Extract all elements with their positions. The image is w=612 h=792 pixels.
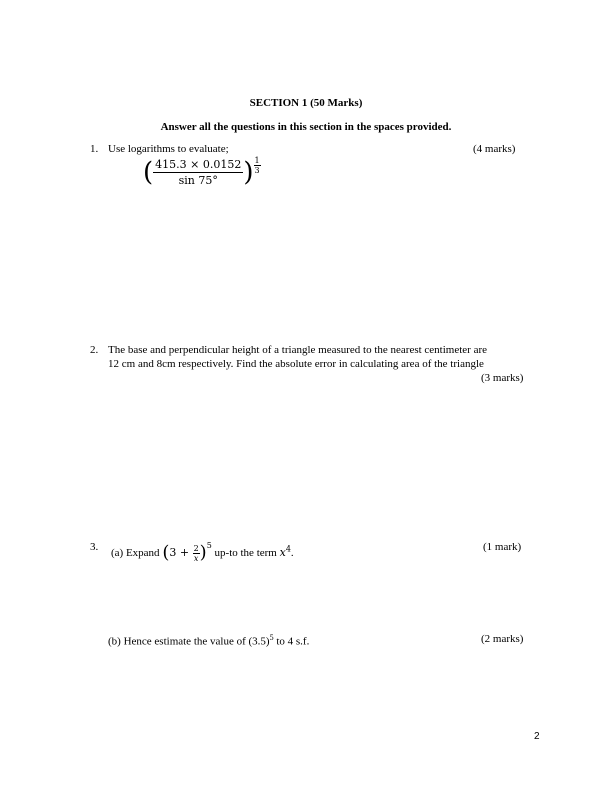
question-3b-power: 5 bbox=[269, 633, 274, 642]
expression-fraction bbox=[193, 544, 200, 563]
question-2-line-1: The base and perpendicular height of a triangle measured to the nearest centimeter are bbox=[108, 344, 488, 356]
question-3b-suffix: to 4 s.f. bbox=[276, 635, 310, 648]
section-title: SECTION 1 (50 Marks) bbox=[249, 97, 363, 109]
expression-numerator: 415.3 × 0.0152 bbox=[155, 158, 242, 171]
expression-base: 3 + bbox=[169, 546, 193, 559]
question-3a-expression bbox=[162, 541, 212, 563]
question-3-number: 3. bbox=[90, 541, 99, 553]
question-3b-value: (3.5) bbox=[248, 635, 270, 648]
question-3a-prefix: (a) Expand bbox=[111, 547, 160, 559]
question-3a-term-power: 4 bbox=[285, 544, 291, 554]
fraction-denominator: x bbox=[193, 553, 199, 563]
question-3b bbox=[108, 633, 309, 648]
left-paren: ( bbox=[143, 157, 154, 188]
expression-power: 5 bbox=[206, 541, 212, 550]
right-paren: ) bbox=[243, 157, 254, 188]
question-2-marks: (3 marks) bbox=[481, 372, 524, 384]
exponent-numerator: 1 bbox=[254, 156, 260, 165]
question-1-number: 1. bbox=[90, 143, 99, 155]
question-1-text: Use logarithms to evaluate; bbox=[108, 143, 229, 155]
question-1-marks: (4 marks) bbox=[473, 143, 516, 155]
question-3a bbox=[111, 530, 294, 562]
left-paren: ( bbox=[162, 542, 170, 563]
question-1-expression bbox=[143, 158, 261, 187]
page-number: 2 bbox=[534, 731, 540, 742]
question-3a-end: . bbox=[290, 547, 294, 559]
exponent-denominator: 3 bbox=[254, 166, 260, 175]
question-2-number: 2. bbox=[90, 344, 99, 356]
expression-fraction bbox=[153, 158, 243, 187]
section-instruction: Answer all the questions in this section in the spaces provided. bbox=[160, 121, 452, 133]
question-3b-prefix: (b) Hence estimate the value of bbox=[108, 635, 246, 648]
question-3b-marks: (2 marks) bbox=[481, 633, 524, 645]
question-3a-term: x bbox=[279, 546, 286, 559]
right-paren: ) bbox=[199, 542, 207, 563]
fraction-numerator: 2 bbox=[193, 543, 199, 553]
question-3a-suffix: up-to the term bbox=[214, 547, 277, 559]
question-2-line-2: 12 cm and 8cm respectively. Find the absolute error in calculating area of the triangle bbox=[108, 358, 484, 370]
expression-exponent bbox=[254, 156, 261, 175]
question-3a-marks: (1 mark) bbox=[483, 541, 522, 553]
expression-denominator: sin 75° bbox=[178, 174, 218, 187]
